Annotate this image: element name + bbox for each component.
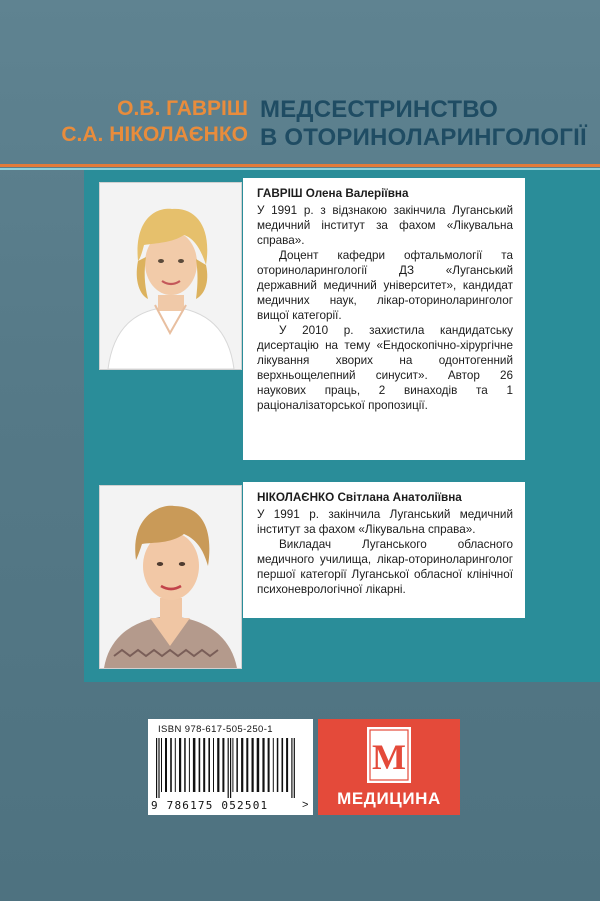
barcode-bar [170,738,172,792]
barcode-bar [230,738,231,798]
author-name: С.А. НІКОЛАЄНКО [61,123,248,146]
bio-paragraph: Доцент кафедри офтальмології та оториноларингології ДЗ «Луганський державний медичний університет», кандидат медичних наук, лікар-оториноларинголог вищої категорії. [257,249,513,322]
publisher-logo [367,727,411,783]
barcode-bar [184,738,186,792]
barcode-bar [262,738,264,792]
barcode-bar [213,738,214,792]
bio-name: ГАВРІШ Олена Валеріївна [257,187,409,200]
cover-header [0,96,600,156]
barcode-bar [268,738,270,792]
barcode-bar [222,738,224,792]
publisher-name: МЕДИЦИНА [337,789,441,808]
header-divider [0,164,600,167]
bio-paragraph: У 2010 р. захистила кандидатську дисертацію на тему «Ендоскопічно-хірургічне лікування хворих на одонтогенний верхньощелепний синусит». Автор 26 наукових праць, 2 винаходів та 1 раціоналізаторської пропозиції. [257,324,513,412]
barcode-bar [246,738,248,792]
author-photo-nikolaenko [99,485,242,669]
barcode-bar [203,738,205,792]
barcode-bar [273,738,274,792]
bio-card-nikolaenko [243,482,525,618]
barcode-bar [232,738,233,792]
bio-card-gavrish [243,178,525,460]
barcode-bar [165,738,167,792]
barcode-bar [241,738,243,792]
portrait-illustration [100,183,241,369]
barcode-mark: > [302,799,309,811]
bio-paragraph: У 1991 р. закінчила Луганський медичний інститут за фахом «Лікувальна справа». [257,508,513,536]
bio-paragraph: Викладач Луганського обласного медичного училища, лікар-оториноларинголог першої категорії Луганської обласної клінічної психоневрологічної лікарні. [257,538,513,596]
authors [61,96,248,148]
barcode-bar [236,738,238,792]
barcode-bar [257,738,260,792]
isbn-text: ISBN 978-617-505-250-1 [158,724,273,735]
logo-letter: M [372,737,406,777]
isbn-barcode [148,719,313,815]
barcode-bar [189,738,190,792]
barcode-bar [282,738,284,792]
barcode-bar [252,738,254,792]
barcode-bar [291,738,292,798]
title-line: МЕДСЕСТРИНСТВО [260,96,499,123]
author-name: О.В. ГАВРІШ [117,97,248,120]
bio-name: НІКОЛАЄНКО Світлана Анатоліївна [257,491,462,504]
barcode-bar [156,738,157,798]
barcode-bar [161,738,162,792]
barcode-number: 9 786175 052501 [151,799,269,812]
title-line: В ОТОРИНОЛАРИНГОЛОГІЇ [260,124,587,151]
barcode-bar [175,738,176,792]
barcode-bar [199,738,201,792]
barcode-bar [208,738,210,792]
barcode-bar [277,738,279,792]
portrait-illustration [100,486,241,668]
barcode-bar [158,738,159,798]
author-photo-gavrish [99,182,242,370]
barcode-bar [179,738,181,792]
bio-paragraph: У 1991 р. з відзнакою закінчила Луганський медичний інститут за фахом «Лікувальна справа». [257,204,513,247]
publisher-box [318,719,460,815]
barcode-bar [193,738,196,792]
barcode-bar [294,738,295,798]
barcode-bar [286,738,288,792]
barcode-bars [156,738,306,798]
book-title [260,96,587,152]
barcode-bar [228,738,229,798]
barcode-bar [217,738,219,792]
